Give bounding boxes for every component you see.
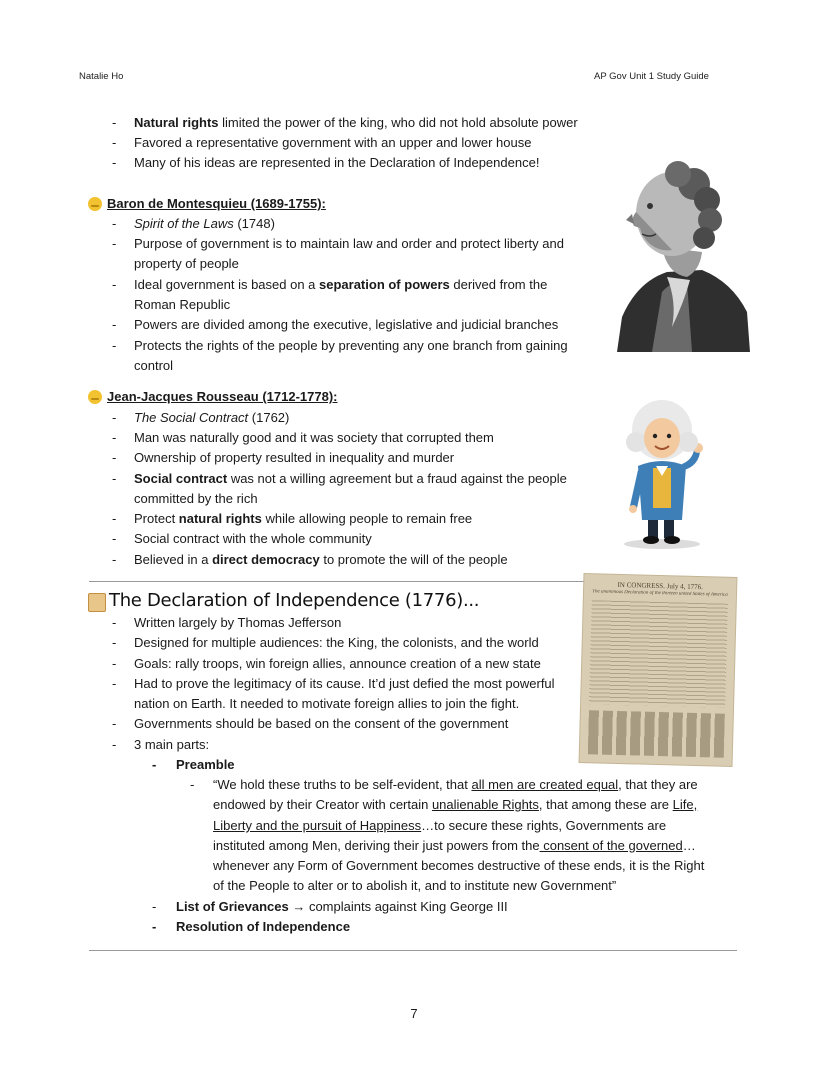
rousseau-b6: Believed in a direct democracy to promote the will of the people [134,552,508,567]
rousseau-work: The Social Contract (1762) [134,410,290,425]
page-number: 7 [410,1006,418,1021]
quote-line-3: Liberty and the pursuit of Happiness…to secure these rights, Governments are [213,818,667,833]
bullet-dash: - [152,757,157,772]
montesquieu-b2-l2: Roman Republic [134,297,231,312]
rousseau-b3-l1: Social contract was not a willing agreement but a fraud against the people [134,471,567,486]
quote-line-5: whenever any Form of Government becomes destructive of these ends, it is the Right [213,858,705,873]
rousseau-b1: Man was naturally good and it was society that corrupted them [134,430,494,445]
bullet-dash: - [112,716,117,731]
declaration-heading: The Declaration of Independence (1776)... [109,590,480,611]
bullet-dash: - [112,615,117,630]
quote-line-4: instituted among Men, deriving their just powers from the consent of the governed… [213,838,696,853]
locke-bullet-3: Many of his ideas are represented in the Declaration of Independence! [134,155,540,170]
declaration-b2: Designed for multiple audiences: the King, the colonists, and the world [134,635,539,650]
quote-line-1: “We hold these truths to be self-evident, that all men are created equal, that they are [213,777,698,792]
quote-line-6: of the People to alter or to abolish it, and to institute new Government” [213,878,617,893]
declaration-b5: Governments should be based on the consent of the government [134,716,509,731]
bullet-dash: - [190,777,195,792]
rousseau-heading: Jean-Jacques Rousseau (1712-1778): [107,389,338,404]
rousseau-b4: Protect natural rights while allowing people to remain free [134,511,473,526]
declaration-document-image [580,574,737,766]
header-author: Natalie Ho [79,71,124,82]
section-divider [89,950,737,951]
bullet-dash: - [112,430,117,445]
header-doc-title: AP Gov Unit 1 Study Guide [594,71,709,82]
rousseau-cartoon [620,396,710,552]
bullet-dash: - [152,919,157,934]
montesquieu-b1-l1: Purpose of government is to maintain law and order and protect liberty and [134,236,564,251]
bullet-dash: - [112,676,117,691]
bullet-dash: - [112,737,117,752]
locke-bullet-2: Favored a representative government with an upper and lower house [134,135,532,150]
montesquieu-b4-l2: control [134,358,174,373]
bullet-dash: - [112,471,117,486]
bullet-dash: - [112,135,117,150]
quote-line-2: endowed by their Creator with certain unalienable Rights, that among these are Life, [213,797,698,812]
bullet-dash: - [112,552,117,567]
montesquieu-b3: Powers are divided among the executive, legislative and judicial branches [134,317,559,332]
bullet-dash: - [112,338,117,353]
rousseau-b5: Social contract with the whole community [134,531,372,546]
scroll-icon [88,593,106,612]
declaration-b1: Written largely by Thomas Jefferson [134,615,342,630]
document-text-lines [589,600,728,708]
declaration-b3: Goals: rally troops, win foreign allies, announce creation of a new state [134,656,541,671]
bullet-dash: - [112,450,117,465]
bullet-dash: - [112,531,117,546]
bullet-dash: - [112,277,117,292]
bullet-dash: - [112,216,117,231]
face-emoji-icon [88,197,102,211]
bullet-dash: - [152,899,157,914]
declaration-b6: 3 main parts: [134,737,210,752]
declaration-b4-l2: nation on Earth. It needed to motivate foreign allies to join the fight. [134,696,520,711]
montesquieu-portrait [612,152,750,352]
bullet-dash: - [112,236,117,251]
rousseau-b2: Ownership of property resulted in inequality and murder [134,450,455,465]
bullet-dash: - [112,511,117,526]
bullet-dash: - [112,155,117,170]
montesquieu-heading: Baron de Montesquieu (1689-1755): [107,196,326,211]
montesquieu-b1-l2: property of people [134,256,239,271]
bullet-dash: - [112,410,117,425]
montesquieu-b4-l1: Protects the rights of the people by preventing any one branch from gaining [134,338,568,353]
face-emoji-icon [88,390,102,404]
locke-bullet-1: Natural rights limited the power of the king, who did not hold absolute power [134,115,578,130]
grievances-item: List of Grievances → complaints against King George III [176,899,508,914]
declaration-b4-l1: Had to prove the legitimacy of its cause. It’d just defied the most powerful [134,676,555,691]
montesquieu-work: Spirit of the Laws (1748) [134,216,275,231]
resolution-item: Resolution of Independence [176,919,351,934]
document-subheader-text: The unanimous Declaration of the thirteen united States of America [592,589,728,598]
preamble-label: Preamble [176,757,235,772]
rousseau-b3-l2: committed by the rich [134,491,258,506]
bullet-dash: - [112,317,117,332]
document-signatures [588,710,725,758]
bullet-dash: - [112,635,117,650]
montesquieu-b2-l1: Ideal government is based on a separation of powers derived from the [134,277,548,292]
document-header-text: IN CONGRESS. July 4, 1776. [617,580,703,592]
bullet-dash: - [112,656,117,671]
bullet-dash: - [112,115,117,130]
